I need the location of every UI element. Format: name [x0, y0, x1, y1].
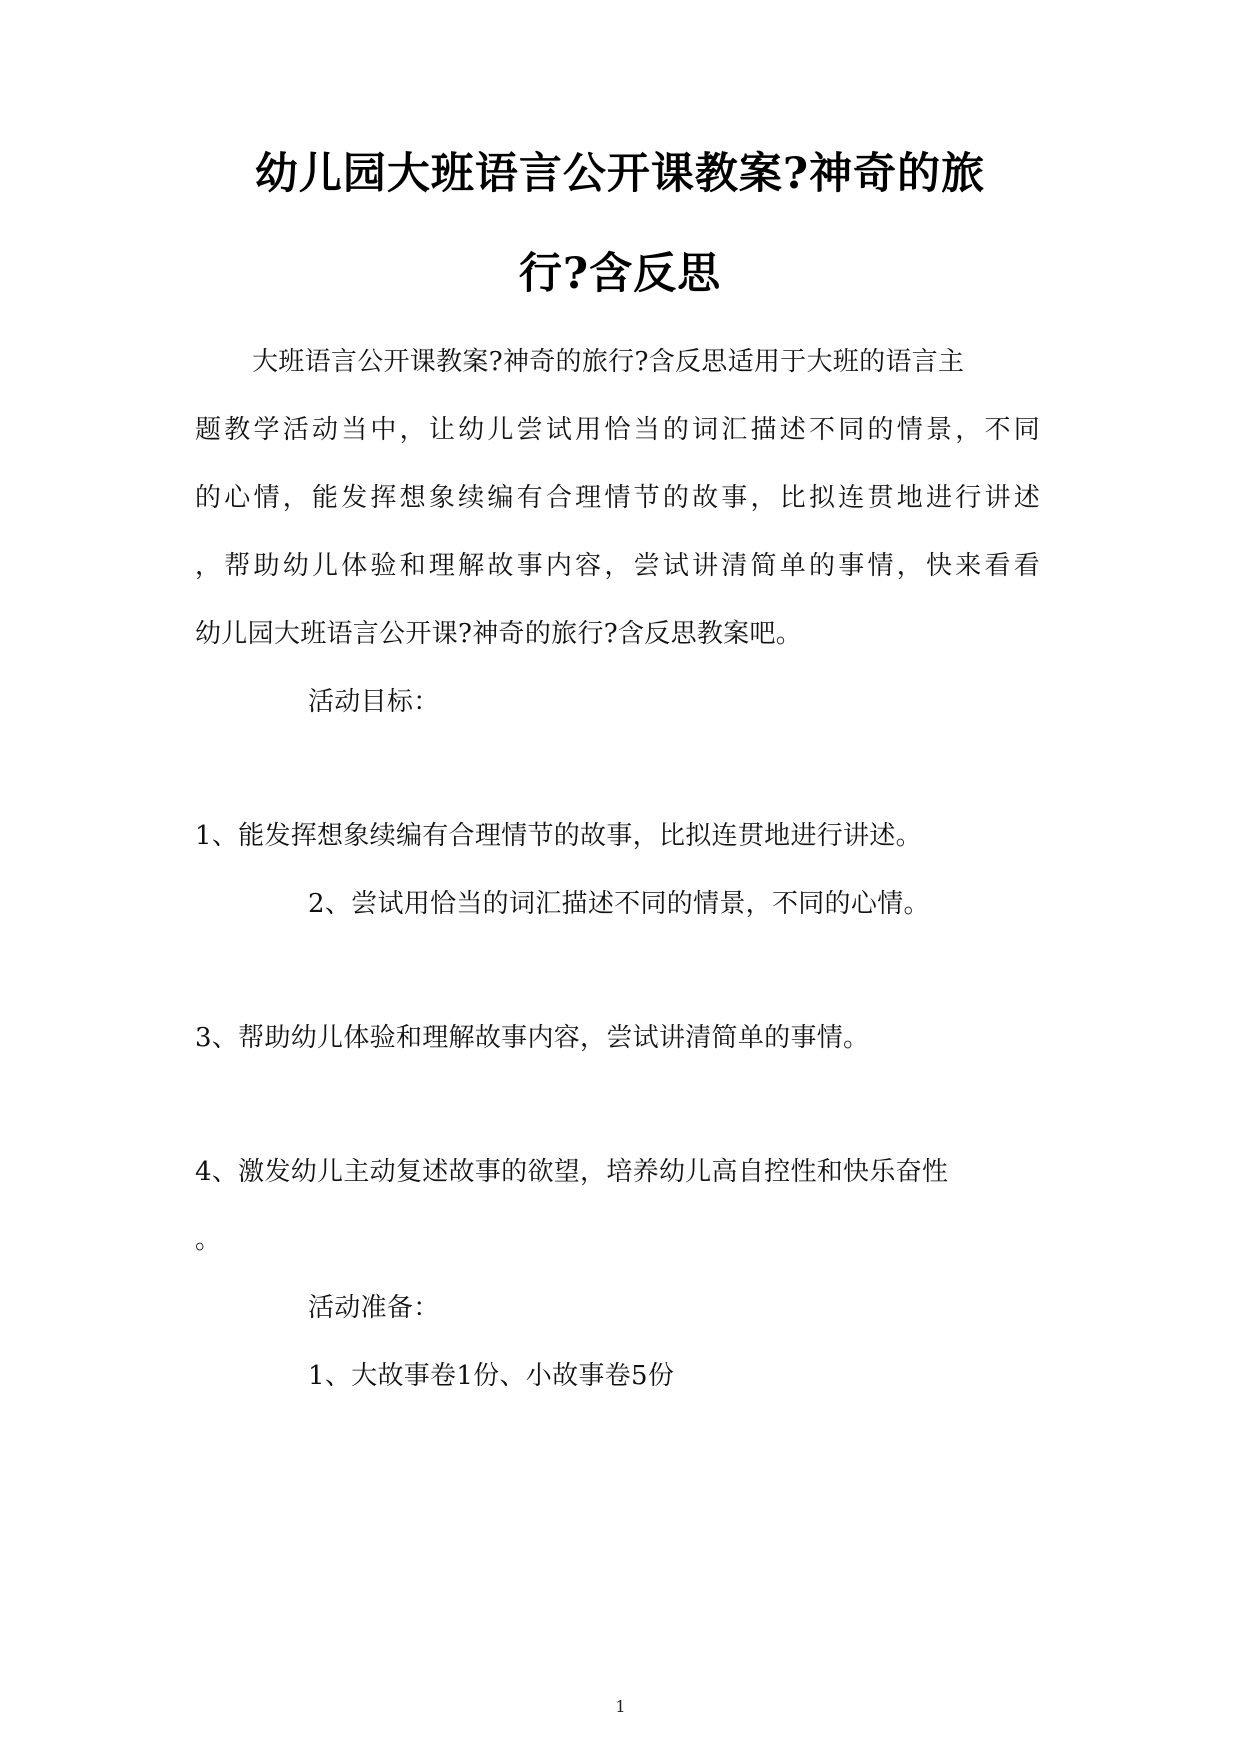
page-number: 1 [615, 1697, 626, 1716]
intro-line-5: 幼儿园大班语言公开课?神奇的旅行?含反思教案吧。 [195, 619, 803, 649]
goal-item-1: 1、能发挥想象续编有合理情节的故事，比拟连贯地进行讲述。 [195, 821, 922, 851]
document-title-line-2: 行?含反思 [518, 249, 722, 299]
goal-item-2: 2、尝试用恰当的词汇描述不同的情景，不同的心情。 [308, 889, 930, 919]
goal-item-4: 4、激发幼儿主动复述故事的欲望，培养幼儿高自控性和快乐奋性 [195, 1157, 949, 1187]
intro-line-2: 题教学活动当中，让幼儿尝试用恰当的词汇描述不同的情景，不同 [195, 415, 1040, 445]
goals-heading: 活动目标： [308, 687, 440, 717]
intro-line-3: 的心情，能发挥想象续编有合理情节的故事，比拟连贯地进行讲述 [195, 483, 1040, 513]
intro-line-1: 大班语言公开课教案?神奇的旅行?含反思适用于大班的语言主 [252, 347, 965, 377]
prep-heading: 活动准备： [308, 1293, 440, 1323]
document-title-line-1: 幼儿园大班语言公开课教案?神奇的旅 [254, 149, 986, 199]
goal-item-4-continued: 。 [195, 1225, 222, 1255]
intro-line-4: ，帮助幼儿体验和理解故事内容，尝试讲清简单的事情，快来看看 [195, 551, 1040, 581]
goal-item-3: 3、帮助幼儿体验和理解故事内容，尝试讲清简单的事情。 [195, 1023, 870, 1053]
prep-item-1: 1、大故事卷1份、小故事卷5份 [308, 1361, 675, 1391]
